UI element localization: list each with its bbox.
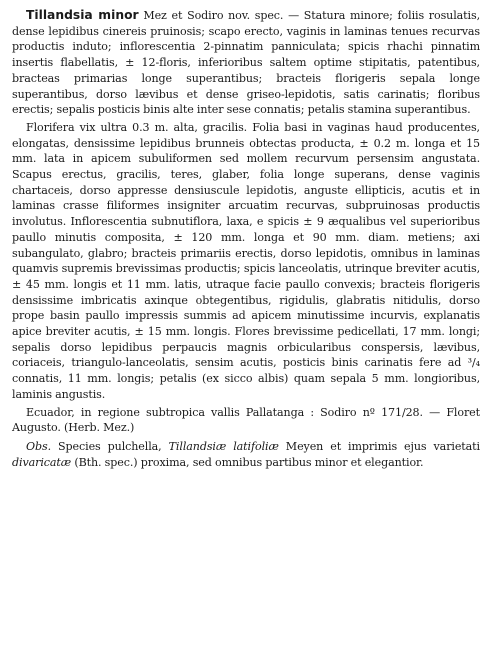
document-page (12, 8, 480, 470)
description-paragraph (12, 120, 480, 403)
obs-text-3: (Bth. spec.) proxima, sed omnibus partibus minor et elegantior. (71, 455, 424, 469)
observation-paragraph (12, 439, 480, 470)
latin-diagnosis-text: Mez et Sodiro nov. spec. — Statura minore; foliis rosulatis, dense lepidibus cinereis pruinosis; scapo erecto, vaginis in laminas tenues recurvas productis induto; inflorescentia 2-pinnatim panniculata; spicis rhachi pinnatim insertis flabellatis, ± 12-floris, inferioribus saltem optime stipitatis, patentibus, bracteas primarias longe superantibus; bracteis florigeris sepala longe superantibus, dorso lævibus et dense griseo-lepidotis, satis carinatis; floribus erectis; sepalis posticis binis alte inter sese connatis; petalis stamina superantibus. (12, 9, 480, 117)
obs-italic-species: Tillandsiæ latifoliæ (168, 439, 279, 453)
description-text: Florifera vix ultra 0.3 m. alta, gracilis. Folia basi in vaginas haud producentes, elongatas, densissime lepidibus brunneis obtectas producta, ± 0.2 m. longa et 15 mm. lata in apicem subuliformen sed mollem recurvum persensim angustata. Scapus erectus, gracilis, teres, glaber, folia longe superans, dense vaginis chartaceis, dorso appresse densiuscule lepidotis, anguste ellipticis, acutis et in laminas crasse filiformes insigniter arcuatim recurvas, subpruinosas productis involutus. Inflorescentia subnutiflora, laxa, e spicis ± 9 æqualibus vel superioribus paullo minutis composita, ± 120 mm. longa et 90 mm. diam. metiens; axi subangulato, glabro; bracteis primariis erectis, dorso lepidotis, omnibus in laminas quamvis supremis brevissimas productis; spicis lanceolatis, utrinque breviter acutis, ± 45 mm. longis et 11 mm. latis, utraque facie paullo convexis; bracteis florigeris densissime imbricatis axinque obtegentibus, rigidulis, glabratis nitidulis, dorso prope basin paullo impressis summis ad apicem minutissime incurvis, explanatis apice breviter acutis, ± 15 mm. longis. Flores brevissime pedicellati, 17 mm. longi; sepalis dorso lepidibus perpaucis magnis orbicularibus conspersis, lævibus, coriaceis, triangulo-lanceolatis, sensim acutis, posticis binis carinatis fere ad ³/₄ connatis, 11 mm. longis; petalis (ex sicco albis) quam sepala 5 mm. longioribus, laminis angustis. (12, 120, 480, 401)
species-name: Tillandsia minor (26, 8, 139, 22)
latin-diagnosis-paragraph (12, 8, 480, 118)
locality-paragraph (12, 405, 480, 436)
obs-text-2: Meyen et imprimis ejus varietati (278, 439, 480, 453)
obs-label: Obs. (26, 439, 52, 453)
obs-text-1: Species pulchella, (51, 439, 169, 453)
obs-italic-variety: divaricatæ (12, 455, 72, 469)
locality-text: Ecuador, in regione subtropica vallis Pallatanga : Sodiro nº 171/28. — Floret Augusto. (Herb. Mez.) (12, 405, 480, 435)
